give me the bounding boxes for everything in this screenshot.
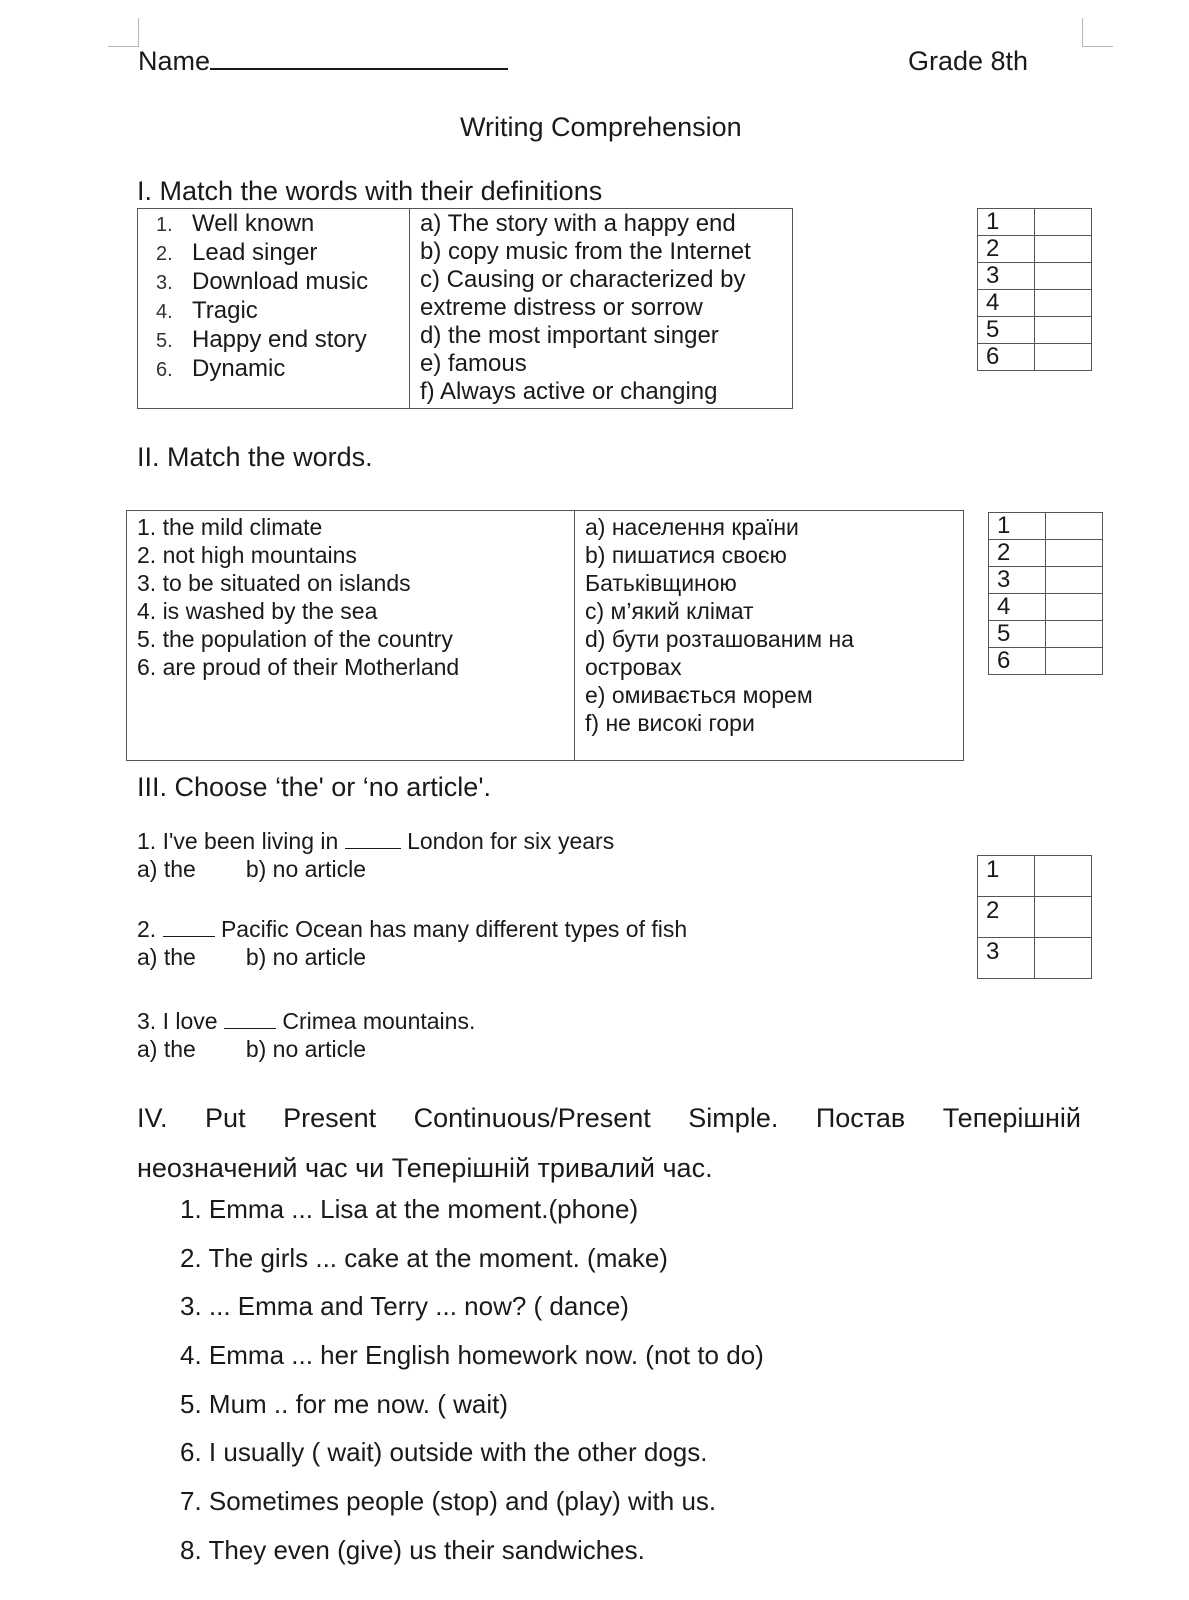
answer-row-number: 2 [978, 897, 1035, 938]
answer-row-number: 2 [978, 236, 1035, 263]
word-item: 2. Lead singer [156, 239, 318, 266]
name-blank-line[interactable] [210, 46, 508, 70]
exercise-item: 3. ... Emma and Terry ... now? ( dance) [180, 1291, 629, 1321]
section1-answer-grid [977, 208, 1092, 371]
option-b[interactable]: b) no article [245, 856, 366, 882]
exercise-item: 1. Emma ... Lisa at the moment.(phone) [180, 1194, 639, 1224]
translation-item: Батьківщиною [585, 570, 737, 596]
article-question-1: 1. I've been living in London for six years a) the b) no article [137, 828, 615, 882]
definition-item: c) Causing or characterized by [420, 266, 746, 293]
name-label: Name [138, 46, 211, 76]
answer-cell[interactable] [1035, 856, 1092, 897]
exercise-item: 8. They even (give) us their sandwiches. [180, 1535, 645, 1565]
answer-row-number: 1 [978, 209, 1035, 236]
answer-cell[interactable] [1035, 209, 1092, 236]
answer-row-number: 4 [989, 594, 1046, 621]
definition-item: extreme distress or sorrow [420, 294, 703, 321]
answer-cell[interactable] [1035, 897, 1092, 938]
word-item: 3. Download music [156, 268, 369, 295]
word-item: 4. Tragic [156, 297, 258, 324]
answer-row-number: 6 [989, 648, 1046, 675]
section3-answer-grid [977, 855, 1092, 979]
word-item: 3. to be situated on islands [137, 570, 411, 596]
answer-cell[interactable] [1046, 594, 1103, 621]
definition-item: a) The story with a happy end [420, 210, 736, 237]
grade-label: Grade 8th [908, 46, 1029, 76]
answer-row-number: 2 [989, 540, 1046, 567]
exercise-item: 5. Mum .. for me now. ( wait) [180, 1389, 508, 1419]
option-b[interactable]: b) no article [245, 944, 366, 970]
exercise-item: 4. Emma ... her English homework now. (not to do) [180, 1340, 764, 1370]
option-a[interactable]: a) the [137, 856, 196, 882]
definition-item: b) copy music from the Internet [420, 238, 751, 265]
section1-match-table [137, 208, 793, 409]
word-item: 4. is washed by the sea [137, 598, 378, 624]
answer-cell[interactable] [1046, 567, 1103, 594]
translation-item: b) пишатися своєю [585, 542, 787, 568]
translation-item: f) не високі гори [585, 710, 755, 736]
section2-match-table [126, 510, 964, 761]
section1-words-column [138, 209, 410, 409]
answer-cell[interactable] [1046, 621, 1103, 648]
answer-cell[interactable] [1046, 513, 1103, 540]
answer-cell[interactable] [1035, 344, 1092, 371]
answer-cell[interactable] [1035, 290, 1092, 317]
answer-row-number: 6 [978, 344, 1035, 371]
option-a[interactable]: a) the [137, 944, 196, 970]
answer-cell[interactable] [1035, 263, 1092, 290]
word-item: 1. the mild climate [137, 514, 323, 540]
article-question-3: 3. I love Crimea mountains. a) the b) no article [137, 1008, 476, 1062]
answer-row-number: 3 [978, 263, 1035, 290]
answer-cell[interactable] [1035, 317, 1092, 344]
answer-row-number: 3 [989, 567, 1046, 594]
translation-item: a) населення країни [585, 514, 799, 540]
section2-translations-column [575, 511, 964, 761]
option-b[interactable]: b) no article [245, 1036, 366, 1062]
translation-item: c) м’який клімат [585, 598, 754, 624]
name-field[interactable] [138, 46, 508, 77]
word-item: 1. Well known [156, 210, 315, 237]
answer-row-number: 3 [978, 938, 1035, 979]
answer-blank[interactable] [163, 918, 215, 937]
word-item: 6. are proud of their Motherland [137, 654, 460, 680]
section2-words-column [127, 511, 575, 761]
answer-blank[interactable] [345, 830, 401, 849]
page-corner-mark-right [1082, 18, 1113, 47]
section4-heading-line1: IV. Put Present Continuous/Present Simple. Постав Теперішній [137, 1103, 1081, 1133]
answer-row-number: 1 [989, 513, 1046, 540]
answer-row-number: 5 [989, 621, 1046, 648]
section4-heading [137, 1093, 1081, 1193]
article-question-2: 2. Pacific Ocean has many different types of fish a) the b) no article [137, 916, 688, 970]
exercise-item: 7. Sometimes people (stop) and (play) with us. [180, 1486, 717, 1516]
word-item: 6. Dynamic [156, 355, 286, 382]
section2-heading: II. Match the words. [137, 442, 373, 472]
section3-heading: III. Choose ‘the' or ‘no article'. [137, 772, 491, 802]
page-title: Writing Comprehension [460, 112, 742, 142]
exercise-item: 6. I usually ( wait) outside with the other dogs. [180, 1437, 708, 1467]
option-a[interactable]: a) the [137, 1036, 196, 1062]
answer-cell[interactable] [1035, 236, 1092, 263]
answer-cell[interactable] [1046, 648, 1103, 675]
word-item: 2. not high mountains [137, 542, 357, 568]
section1-heading: I. Match the words with their definitions [137, 176, 603, 206]
answer-row-number: 4 [978, 290, 1035, 317]
answer-cell[interactable] [1035, 938, 1092, 979]
translation-item: островах [585, 654, 682, 680]
word-item: 5. the population of the country [137, 626, 453, 652]
answer-cell[interactable] [1046, 540, 1103, 567]
answer-row-number: 1 [978, 856, 1035, 897]
word-item: 5. Happy end story [156, 326, 367, 353]
exercise-item: 2. The girls ... cake at the moment. (make) [180, 1243, 668, 1273]
answer-blank[interactable] [224, 1010, 276, 1029]
translation-item: e) омивається морем [585, 682, 813, 708]
page-corner-mark-left [108, 18, 139, 47]
definition-item: e) famous [420, 350, 527, 377]
translation-item: d) бути розташованим на [585, 626, 854, 652]
section1-definitions-column [410, 209, 793, 409]
section4-heading-line2: неозначений час чи Теперішній тривалий час. [137, 1153, 713, 1183]
answer-row-number: 5 [978, 317, 1035, 344]
definition-item: d) the most important singer [420, 322, 719, 349]
definition-item: f) Always active or changing [420, 378, 718, 405]
section2-answer-grid [988, 512, 1103, 675]
